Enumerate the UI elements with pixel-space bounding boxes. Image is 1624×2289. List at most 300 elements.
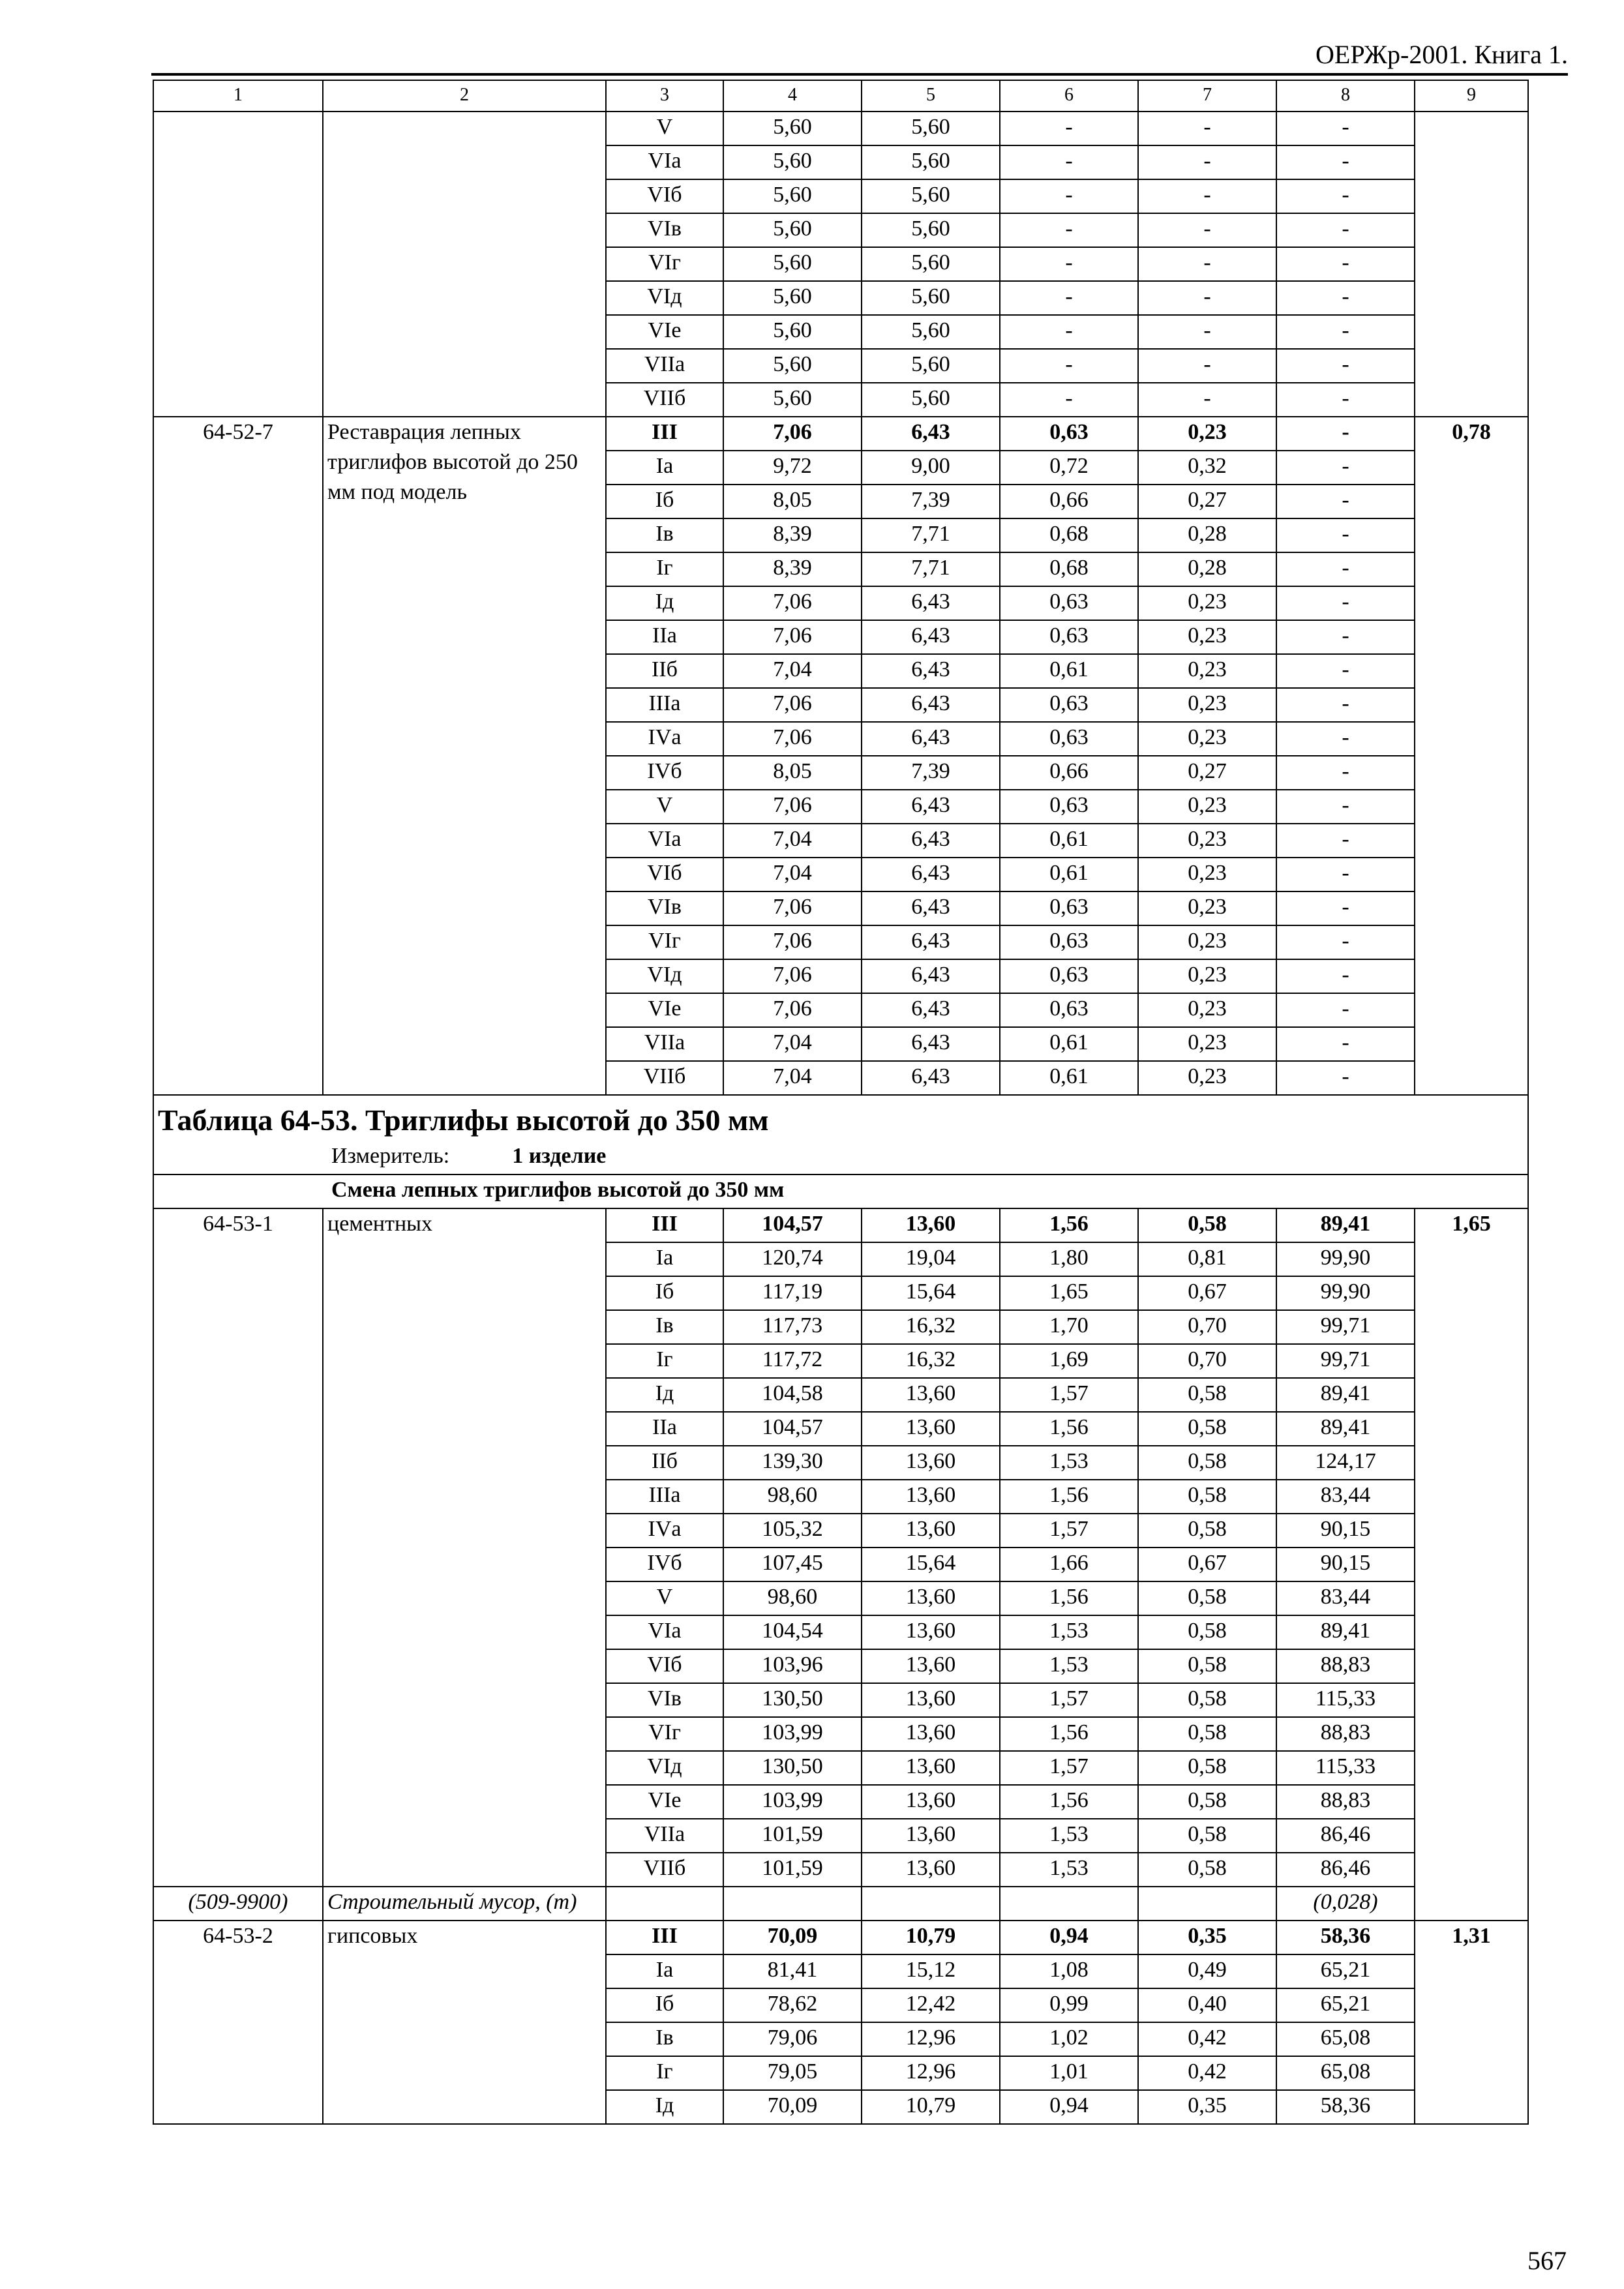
value-cell: 0,66 xyxy=(1000,756,1138,790)
value-cell: 107,45 xyxy=(723,1548,862,1581)
value-cell: 7,06 xyxy=(723,688,862,722)
zone-cell: III xyxy=(606,1208,723,1242)
value-cell: 86,46 xyxy=(1276,1853,1415,1887)
zone-cell: VIIа xyxy=(606,1027,723,1061)
value-cell: 0,94 xyxy=(1000,1921,1138,1954)
value-cell: 13,60 xyxy=(862,1853,1000,1887)
column-number: 8 xyxy=(1276,80,1415,112)
value-cell: 6,43 xyxy=(862,586,1000,620)
column-number: 1 xyxy=(153,80,323,112)
value-cell: 0,23 xyxy=(1138,1027,1276,1061)
value-cell: 117,73 xyxy=(723,1310,862,1344)
value-cell: - xyxy=(1276,315,1415,349)
value-cell: 13,60 xyxy=(862,1480,1000,1514)
rates-table xyxy=(153,80,1529,2125)
value-cell: 6,43 xyxy=(862,858,1000,891)
value-cell: - xyxy=(1000,179,1138,213)
value-cell: - xyxy=(1276,1061,1415,1095)
value-cell: - xyxy=(1276,179,1415,213)
zone-cell: IVб xyxy=(606,756,723,790)
value-cell: 1,56 xyxy=(1000,1480,1138,1514)
item-name: цементных xyxy=(323,1208,606,1887)
value-cell: 0,58 xyxy=(1138,1378,1276,1412)
zone-cell: V xyxy=(606,1581,723,1615)
value-cell: 0,63 xyxy=(1000,688,1138,722)
zone-cell: IVа xyxy=(606,1514,723,1548)
value-cell: - xyxy=(1276,620,1415,654)
value-cell: - xyxy=(1138,383,1276,417)
zone-cell: Iв xyxy=(606,1310,723,1344)
value-cell: 7,06 xyxy=(723,722,862,756)
value-cell: 101,59 xyxy=(723,1819,862,1853)
value-cell: 70,09 xyxy=(723,2090,862,2124)
zone-cell: VIв xyxy=(606,213,723,247)
value-cell: 6,43 xyxy=(862,688,1000,722)
value-cell: 0,23 xyxy=(1138,959,1276,993)
value-cell: - xyxy=(1000,145,1138,179)
empty-cell xyxy=(862,1887,1000,1921)
value-cell: 8,05 xyxy=(723,756,862,790)
value-cell: 7,71 xyxy=(862,518,1000,552)
value-cell: 0,72 xyxy=(1000,451,1138,485)
value-cell: 13,60 xyxy=(862,1412,1000,1446)
value-cell: 0,63 xyxy=(1000,925,1138,959)
zone-cell: Iд xyxy=(606,586,723,620)
value-cell: 7,06 xyxy=(723,790,862,824)
value-cell: 0,23 xyxy=(1138,891,1276,925)
value-cell: 83,44 xyxy=(1276,1480,1415,1514)
value-cell: 13,60 xyxy=(862,1751,1000,1785)
value-cell: 0,58 xyxy=(1138,1208,1276,1242)
value-cell: 12,96 xyxy=(862,2056,1000,2090)
value-cell: 6,43 xyxy=(862,722,1000,756)
zone-cell: VIIа xyxy=(606,1819,723,1853)
value-cell: 70,09 xyxy=(723,1921,862,1954)
page-number: 567 xyxy=(1527,2246,1567,2275)
value-cell: 0,70 xyxy=(1138,1310,1276,1344)
zone-cell: VIIб xyxy=(606,1853,723,1887)
value-cell: 0,58 xyxy=(1138,1683,1276,1717)
value-cell: 0,23 xyxy=(1138,1061,1276,1095)
zone-cell: Iа xyxy=(606,451,723,485)
value-cell: 0,68 xyxy=(1000,518,1138,552)
value-cell: 7,04 xyxy=(723,1061,862,1095)
value-cell: 5,60 xyxy=(723,281,862,315)
value-cell: 13,60 xyxy=(862,1683,1000,1717)
value-cell: 58,36 xyxy=(1276,1921,1415,1954)
zone-cell: VIг xyxy=(606,925,723,959)
zone-cell: Iв xyxy=(606,518,723,552)
value-cell: 88,83 xyxy=(1276,1785,1415,1819)
value-cell: 98,60 xyxy=(723,1480,862,1514)
zone-cell: IIа xyxy=(606,1412,723,1446)
value-cell: - xyxy=(1276,959,1415,993)
value-cell: - xyxy=(1276,383,1415,417)
item-code: 64-53-2 xyxy=(153,1921,323,2124)
zone-cell: VIд xyxy=(606,1751,723,1785)
value-cell: - xyxy=(1000,315,1138,349)
value-cell: 13,60 xyxy=(862,1581,1000,1615)
zone-cell: Iа xyxy=(606,1242,723,1276)
value-cell: 103,99 xyxy=(723,1717,862,1751)
zone-cell: Iд xyxy=(606,1378,723,1412)
value-cell: 13,60 xyxy=(862,1717,1000,1751)
value-cell: 0,35 xyxy=(1138,2090,1276,2124)
zone-cell: Iа xyxy=(606,1954,723,1988)
value-cell: 0,58 xyxy=(1138,1581,1276,1615)
zone-cell: VIа xyxy=(606,145,723,179)
empty-cell xyxy=(1138,1887,1276,1921)
zone-cell: VIа xyxy=(606,1615,723,1649)
labor-value: 1,65 xyxy=(1415,1208,1528,1921)
column-number: 3 xyxy=(606,80,723,112)
value-cell: 12,96 xyxy=(862,2022,1000,2056)
value-cell: 117,72 xyxy=(723,1344,862,1378)
table-title: Таблица 64-53. Триглифы высотой до 350 мм xyxy=(158,1103,769,1137)
value-cell: 1,56 xyxy=(1000,1785,1138,1819)
value-cell: 0,58 xyxy=(1138,1785,1276,1819)
value-cell: 13,60 xyxy=(862,1819,1000,1853)
value-cell: 0,58 xyxy=(1138,1853,1276,1887)
value-cell: 6,43 xyxy=(862,620,1000,654)
value-cell: - xyxy=(1276,756,1415,790)
zone-cell: VIг xyxy=(606,247,723,281)
zone-cell: VIв xyxy=(606,891,723,925)
value-cell: 105,32 xyxy=(723,1514,862,1548)
value-cell: 7,06 xyxy=(723,959,862,993)
column-number: 7 xyxy=(1138,80,1276,112)
value-cell: 1,53 xyxy=(1000,1819,1138,1853)
value-cell: - xyxy=(1276,451,1415,485)
value-cell: 5,60 xyxy=(862,247,1000,281)
value-cell: 99,90 xyxy=(1276,1242,1415,1276)
value-cell: 0,35 xyxy=(1138,1921,1276,1954)
value-cell: 99,71 xyxy=(1276,1310,1415,1344)
value-cell: 0,63 xyxy=(1000,959,1138,993)
table-row xyxy=(153,112,1528,145)
zone-cell: III xyxy=(606,1921,723,1954)
value-cell: - xyxy=(1276,112,1415,145)
value-cell: 7,06 xyxy=(723,891,862,925)
value-cell: 0,42 xyxy=(1138,2056,1276,2090)
zone-cell: Iг xyxy=(606,2056,723,2090)
value-cell: 0,27 xyxy=(1138,756,1276,790)
zone-cell: Iг xyxy=(606,552,723,586)
value-cell: 13,60 xyxy=(862,1378,1000,1412)
value-cell: 1,01 xyxy=(1000,2056,1138,2090)
table-row xyxy=(153,1921,1528,1954)
value-cell: 7,71 xyxy=(862,552,1000,586)
value-cell: - xyxy=(1000,213,1138,247)
value-cell: 13,60 xyxy=(862,1208,1000,1242)
value-cell: 10,79 xyxy=(862,2090,1000,2124)
value-cell: 65,08 xyxy=(1276,2022,1415,2056)
value-cell: - xyxy=(1138,349,1276,383)
value-cell: - xyxy=(1276,1027,1415,1061)
value-cell: 0,61 xyxy=(1000,824,1138,858)
value-cell: - xyxy=(1276,281,1415,315)
value-cell: 0,66 xyxy=(1000,485,1138,518)
value-cell: 0,94 xyxy=(1000,2090,1138,2124)
value-cell: 19,04 xyxy=(862,1242,1000,1276)
value-cell: 0,63 xyxy=(1000,993,1138,1027)
value-cell: 0,68 xyxy=(1000,552,1138,586)
value-cell: 99,90 xyxy=(1276,1276,1415,1310)
value-cell: 79,06 xyxy=(723,2022,862,2056)
value-cell: - xyxy=(1276,722,1415,756)
value-cell: 79,05 xyxy=(723,2056,862,2090)
empty-name-cell xyxy=(323,112,606,417)
value-cell: 5,60 xyxy=(723,213,862,247)
value-cell: 13,60 xyxy=(862,1446,1000,1480)
value-cell: - xyxy=(1276,688,1415,722)
value-cell: 115,33 xyxy=(1276,1683,1415,1717)
value-cell: 6,43 xyxy=(862,790,1000,824)
value-cell: 0,28 xyxy=(1138,518,1276,552)
value-cell: 0,99 xyxy=(1000,1988,1138,2022)
value-cell: 90,15 xyxy=(1276,1514,1415,1548)
measure-label: Измеритель: xyxy=(331,1144,450,1168)
value-cell: 1,65 xyxy=(1000,1276,1138,1310)
value-cell: 7,04 xyxy=(723,824,862,858)
zone-cell: IIб xyxy=(606,1446,723,1480)
value-cell: - xyxy=(1276,858,1415,891)
value-cell: 103,99 xyxy=(723,1785,862,1819)
zone-cell: VIв xyxy=(606,1683,723,1717)
zone-cell: V xyxy=(606,112,723,145)
value-cell: 0,61 xyxy=(1000,858,1138,891)
value-cell: 5,60 xyxy=(862,213,1000,247)
value-cell: 9,72 xyxy=(723,451,862,485)
value-cell: 5,60 xyxy=(862,145,1000,179)
value-cell: 1,53 xyxy=(1000,1649,1138,1683)
value-cell: 8,39 xyxy=(723,552,862,586)
value-cell: 83,44 xyxy=(1276,1581,1415,1615)
zone-cell: IVб xyxy=(606,1548,723,1581)
value-cell: 0,61 xyxy=(1000,654,1138,688)
value-cell: 115,33 xyxy=(1276,1751,1415,1785)
value-cell: 1,57 xyxy=(1000,1514,1138,1548)
value-cell: 58,36 xyxy=(1276,2090,1415,2124)
value-cell: 0,58 xyxy=(1138,1615,1276,1649)
value-cell: 89,41 xyxy=(1276,1412,1415,1446)
value-cell: - xyxy=(1276,790,1415,824)
value-cell: 5,60 xyxy=(723,383,862,417)
value-cell: 5,60 xyxy=(723,349,862,383)
value-cell: 0,23 xyxy=(1138,654,1276,688)
table-row xyxy=(153,1887,1528,1921)
value-cell: 8,05 xyxy=(723,485,862,518)
value-cell: 104,57 xyxy=(723,1208,862,1242)
value-cell: - xyxy=(1000,383,1138,417)
measure-line xyxy=(158,1141,1524,1171)
value-cell: 0,63 xyxy=(1000,891,1138,925)
zone-cell: Iг xyxy=(606,1344,723,1378)
value-cell: 5,60 xyxy=(723,179,862,213)
value-cell: 0,58 xyxy=(1138,1819,1276,1853)
value-cell: 1,08 xyxy=(1000,1954,1138,1988)
item-code: 64-52-7 xyxy=(153,417,323,1095)
zone-cell: Iб xyxy=(606,1988,723,2022)
value-cell: 89,41 xyxy=(1276,1208,1415,1242)
zone-cell: VIIа xyxy=(606,349,723,383)
value-cell: 1,53 xyxy=(1000,1853,1138,1887)
empty-code-cell xyxy=(153,112,323,417)
value-cell: 99,71 xyxy=(1276,1344,1415,1378)
value-cell: 1,66 xyxy=(1000,1548,1138,1581)
value-cell: - xyxy=(1276,349,1415,383)
value-cell: - xyxy=(1000,112,1138,145)
zone-cell: VIа xyxy=(606,824,723,858)
table-row xyxy=(153,80,1528,112)
zone-cell: IIIа xyxy=(606,688,723,722)
value-cell: 0,32 xyxy=(1138,451,1276,485)
value-cell: 0,23 xyxy=(1138,824,1276,858)
value-cell: 15,12 xyxy=(862,1954,1000,1988)
waste-code: (509-9900) xyxy=(153,1887,323,1921)
value-cell: 130,50 xyxy=(723,1683,862,1717)
value-cell: 86,46 xyxy=(1276,1819,1415,1853)
value-cell: 13,60 xyxy=(862,1649,1000,1683)
value-cell: - xyxy=(1276,518,1415,552)
value-cell: 9,00 xyxy=(862,451,1000,485)
value-cell: 13,60 xyxy=(862,1785,1000,1819)
zone-cell: Iб xyxy=(606,1276,723,1310)
value-cell: 7,06 xyxy=(723,993,862,1027)
value-cell: 7,04 xyxy=(723,654,862,688)
value-cell: 104,57 xyxy=(723,1412,862,1446)
zone-cell: VIе xyxy=(606,1785,723,1819)
zone-cell: VIг xyxy=(606,1717,723,1751)
value-cell: 6,43 xyxy=(862,1061,1000,1095)
value-cell: 0,70 xyxy=(1138,1344,1276,1378)
value-cell: 6,43 xyxy=(862,1027,1000,1061)
value-cell: 130,50 xyxy=(723,1751,862,1785)
table-heading xyxy=(153,1095,1528,1174)
value-cell: 5,60 xyxy=(723,145,862,179)
value-cell: 88,83 xyxy=(1276,1717,1415,1751)
zone-cell: VIе xyxy=(606,993,723,1027)
empty-cell xyxy=(606,1887,723,1921)
value-cell: 0,58 xyxy=(1138,1514,1276,1548)
value-cell: 6,43 xyxy=(862,959,1000,993)
value-cell: 0,63 xyxy=(1000,790,1138,824)
value-cell: 1,02 xyxy=(1000,2022,1138,2056)
value-cell: 1,53 xyxy=(1000,1446,1138,1480)
value-cell: 0,23 xyxy=(1138,993,1276,1027)
value-cell: 15,64 xyxy=(862,1276,1000,1310)
value-cell: 0,63 xyxy=(1000,722,1138,756)
table-row xyxy=(153,1174,1528,1208)
zone-cell: IIIа xyxy=(606,1480,723,1514)
value-cell: 103,96 xyxy=(723,1649,862,1683)
value-cell: 0,23 xyxy=(1138,925,1276,959)
value-cell: 12,42 xyxy=(862,1988,1000,2022)
value-cell: 1,56 xyxy=(1000,1208,1138,1242)
value-cell: 6,43 xyxy=(862,417,1000,451)
column-number: 2 xyxy=(323,80,606,112)
value-cell: - xyxy=(1138,315,1276,349)
value-cell: 0,42 xyxy=(1138,2022,1276,2056)
value-cell: 0,67 xyxy=(1138,1276,1276,1310)
value-cell: - xyxy=(1276,247,1415,281)
zone-cell: VIб xyxy=(606,858,723,891)
value-cell: 5,60 xyxy=(723,247,862,281)
value-cell: - xyxy=(1000,247,1138,281)
value-cell: 16,32 xyxy=(862,1310,1000,1344)
value-cell: 0,49 xyxy=(1138,1954,1276,1988)
value-cell: 7,06 xyxy=(723,620,862,654)
value-cell: 65,08 xyxy=(1276,2056,1415,2090)
value-cell: - xyxy=(1138,213,1276,247)
value-cell: 120,74 xyxy=(723,1242,862,1276)
value-cell: - xyxy=(1276,145,1415,179)
value-cell: - xyxy=(1138,247,1276,281)
value-cell: 1,53 xyxy=(1000,1615,1138,1649)
value-cell: - xyxy=(1276,654,1415,688)
value-cell: 98,60 xyxy=(723,1581,862,1615)
value-cell: 0,23 xyxy=(1138,586,1276,620)
value-cell: 7,04 xyxy=(723,1027,862,1061)
value-cell: 0,23 xyxy=(1138,858,1276,891)
column-number: 4 xyxy=(723,80,862,112)
value-cell: 78,62 xyxy=(723,1988,862,2022)
value-cell: 5,60 xyxy=(862,281,1000,315)
value-cell: - xyxy=(1276,552,1415,586)
value-cell: 5,60 xyxy=(723,112,862,145)
value-cell: 0,63 xyxy=(1000,620,1138,654)
measure-value: 1 изделие xyxy=(512,1144,607,1168)
labor-value: 1,31 xyxy=(1415,1921,1528,2124)
value-cell: 5,60 xyxy=(723,315,862,349)
value-cell: - xyxy=(1138,145,1276,179)
table-row xyxy=(153,1095,1528,1174)
zone-cell: VIб xyxy=(606,1649,723,1683)
value-cell: 89,41 xyxy=(1276,1615,1415,1649)
value-cell: 1,69 xyxy=(1000,1344,1138,1378)
value-cell: 13,60 xyxy=(862,1615,1000,1649)
value-cell: 5,60 xyxy=(862,179,1000,213)
value-cell: - xyxy=(1138,179,1276,213)
zone-cell: IIа xyxy=(606,620,723,654)
value-cell: 0,58 xyxy=(1138,1412,1276,1446)
zone-cell: VIд xyxy=(606,959,723,993)
value-cell: 6,43 xyxy=(862,824,1000,858)
value-cell: 0,23 xyxy=(1138,620,1276,654)
value-cell: 7,39 xyxy=(862,756,1000,790)
waste-value: (0,028) xyxy=(1276,1887,1415,1921)
value-cell: - xyxy=(1276,891,1415,925)
value-cell: 7,04 xyxy=(723,858,862,891)
value-cell: 0,28 xyxy=(1138,552,1276,586)
value-cell: 89,41 xyxy=(1276,1378,1415,1412)
value-cell: 10,79 xyxy=(862,1921,1000,1954)
value-cell: 104,54 xyxy=(723,1615,862,1649)
value-cell: 8,39 xyxy=(723,518,862,552)
column-number: 6 xyxy=(1000,80,1138,112)
value-cell: 0,67 xyxy=(1138,1548,1276,1581)
value-cell: 0,58 xyxy=(1138,1446,1276,1480)
value-cell: 90,15 xyxy=(1276,1548,1415,1581)
value-cell: 0,63 xyxy=(1000,417,1138,451)
header-rule xyxy=(151,73,1568,76)
value-cell: 1,56 xyxy=(1000,1717,1138,1751)
value-cell: 0,81 xyxy=(1138,1242,1276,1276)
value-cell: 1,70 xyxy=(1000,1310,1138,1344)
value-cell: 0,23 xyxy=(1138,688,1276,722)
value-cell: - xyxy=(1276,925,1415,959)
value-cell: 7,39 xyxy=(862,485,1000,518)
